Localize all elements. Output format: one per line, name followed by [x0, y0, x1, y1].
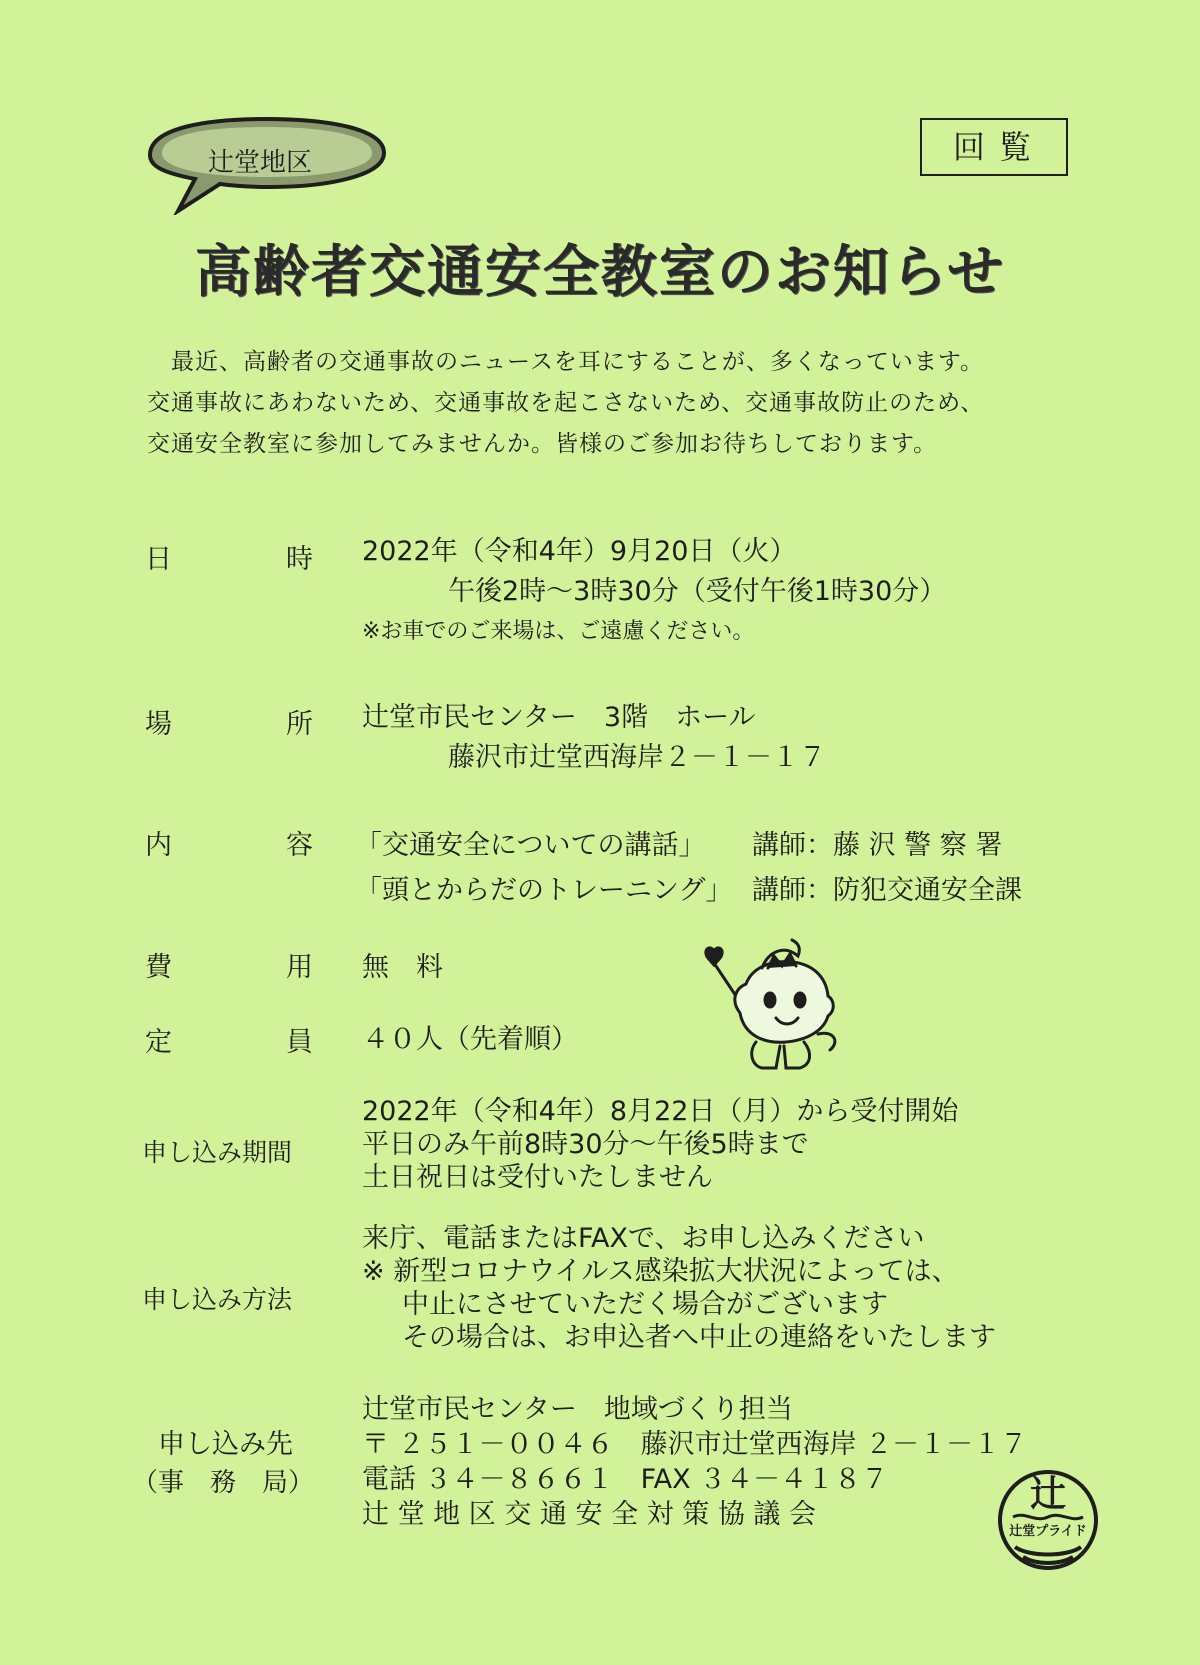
method-line: 来庁、電話またはFAXで、お申し込みください: [362, 1223, 925, 1254]
content-lecturer2: 講師：防犯交通安全課: [752, 875, 1022, 906]
content-label-char: 内: [145, 830, 172, 861]
datetime-note: ※お車でのご来場は、ご遠慮ください。: [362, 619, 755, 644]
capacity-label-char: 員: [286, 1027, 313, 1058]
capacity-value: ４０人（先着順）: [362, 1024, 578, 1055]
contact-line: 〒 ２５１－００４６ 藤沢市辻堂西海岸 ２－１－１７: [362, 1429, 1028, 1460]
place-venue: 辻堂市民センター 3階 ホール: [362, 702, 756, 733]
method-line: その場合は、お申込者へ中止の連絡をいたします: [402, 1322, 996, 1353]
period-line: 2022年（令和4年）8月22日（月）から受付開始: [362, 1096, 959, 1127]
period-line: 土日祝日は受付いたしません: [362, 1162, 713, 1193]
content-label-char: 容: [286, 830, 313, 861]
district-badge-text: 辻堂地区: [207, 148, 312, 178]
fee-label: [145, 945, 313, 984]
method-value: [362, 1222, 996, 1354]
logo-character: 辻: [1029, 1474, 1066, 1515]
capacity-label-char: 定: [145, 1027, 172, 1058]
logo-text: 辻堂プライド: [1009, 1524, 1087, 1539]
intro-line: 交通事故にあわないため、交通事故を起こさないため、交通事故防止のため、: [147, 390, 985, 416]
period-value: [362, 1095, 958, 1194]
method-line: ※ 新型コロナウイルス感染拡大状況によっては、: [362, 1256, 959, 1287]
fee-label-char: 用: [286, 952, 313, 983]
datetime-label-char: 日: [145, 544, 172, 575]
contact-line: 辻堂市民センター 地域づくり担当: [362, 1394, 793, 1425]
circulation-box: 回覧: [920, 118, 1068, 176]
mascot-illustration: [700, 938, 850, 1073]
capacity-label: [145, 1020, 313, 1059]
place-label-char: 場: [145, 709, 172, 740]
content-label: [145, 823, 313, 862]
contact-line: 辻 堂 地 区 交 通 安 全 対 策 協 議 会: [362, 1499, 816, 1530]
intro-paragraph: [147, 342, 1087, 465]
contact-label: 申し込み先: [158, 1429, 293, 1460]
place-value: [362, 698, 826, 778]
content-talk1: 「交通安全についての講話」: [355, 830, 706, 861]
datetime-label-char: 時: [286, 544, 313, 575]
method-label: 申し込み方法: [142, 1285, 293, 1314]
period-label: 申し込み期間: [142, 1138, 293, 1167]
contact-sublabel: （事 務 局）: [132, 1468, 315, 1498]
content-talk2: 「頭とからだのトレーニング」: [355, 875, 733, 906]
period-line: 平日のみ午前8時30分～午後5時まで: [362, 1129, 809, 1160]
intro-line: 交通安全教室に参加してみませんか。皆様のご参加お待ちしております。: [147, 431, 938, 457]
datetime-label: [145, 537, 313, 576]
place-address: 藤沢市辻堂西海岸２－１－１７: [448, 742, 826, 773]
fee-label-char: 費: [145, 952, 172, 983]
contact-value: [362, 1392, 1027, 1532]
datetime-value: [362, 532, 946, 652]
intro-line: 最近、高齢者の交通事故のニュースを耳にすることが、多くなっています。: [171, 349, 985, 375]
page-title: 高齢者交通安全教室のお知らせ: [194, 240, 1006, 305]
fee-value: 無 料: [362, 952, 443, 983]
datetime-date: 2022年（令和4年）9月20日（火）: [362, 536, 797, 567]
place-label: [145, 702, 313, 741]
method-line: 中止にさせていただく場合がございます: [402, 1289, 888, 1320]
contact-line: 電話 ３４－８６６１ FAX ３４－４１８７: [362, 1464, 889, 1495]
content-lecturer1: 講師：藤 沢 警 察 署: [752, 830, 1003, 861]
place-label-char: 所: [286, 709, 313, 740]
datetime-time: 午後2時～3時30分（受付午後1時30分）: [448, 576, 947, 607]
